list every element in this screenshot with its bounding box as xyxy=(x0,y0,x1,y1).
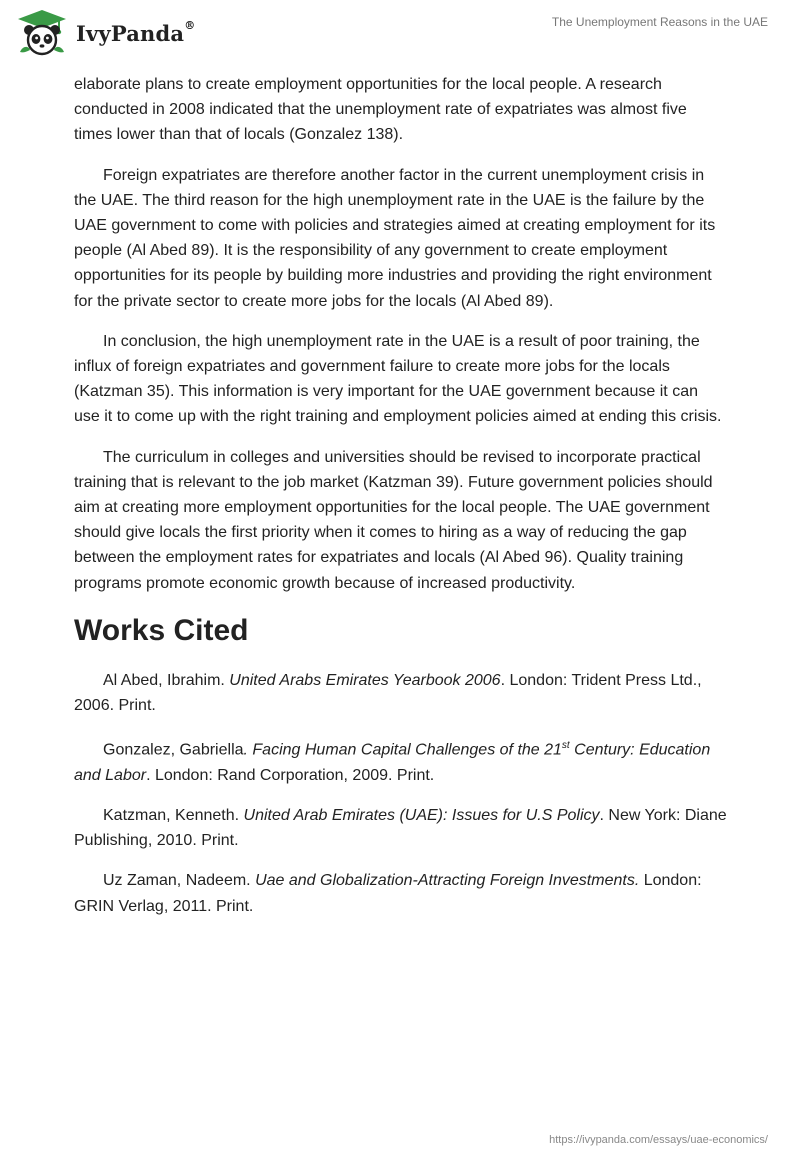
paragraph-4: The curriculum in colleges and universities should be revised to incorporate practical training that is relevant to the job market (Katzman 39). Future government policies should aim at creating more employment opportunities for the local people. The UAE government should give locals the first priority when it comes to hiring as a way of reducing the gap between the employment rates for expatriates and locals (Al Abed 96). Quality training programs promote economic growth because of increased productivity. xyxy=(74,448,713,592)
citation-title-part-1: . Facing Human Capital Challenges of the 21 xyxy=(243,741,562,759)
citation-author: Gonzalez, Gabriella xyxy=(103,741,244,759)
brand-text: IvyPanda xyxy=(76,20,185,46)
document-title: The Unemployment Reasons in the UAE xyxy=(551,15,768,29)
citation-author: Uz Zaman, Nadeem. xyxy=(103,872,256,890)
citation-katzman xyxy=(74,803,728,853)
works-cited-heading: Works Cited xyxy=(74,613,249,647)
citation-author: Katzman, Kenneth. xyxy=(103,807,244,824)
page-header xyxy=(0,0,800,64)
citation-title: United Arabs Emirates Yearbook 2006 xyxy=(229,671,501,689)
citation-title-superscript: st xyxy=(561,740,570,752)
paragraph-2: Foreign expatriates are therefore another factor in the current unemployment crisis in the UAE. The third reason for the high unemployment rate in the UAE is the failure by the UAE government to come with policies and strategies aimed at creating employment for its people (Al Abed 89). It is the responsibility of any government to create employment opportunities for its people by building more industries and providing the right environment for the private sector to create more jobs for the locals (Al Abed 89). xyxy=(74,166,716,310)
panda-graduate-logo-icon xyxy=(14,8,70,58)
source-url-link[interactable]: https://ivypanda.com/essays/uae-economics/ xyxy=(549,1134,768,1146)
citation-title-part-2: Century: Education and Labor xyxy=(74,741,711,784)
citation-uz-zaman xyxy=(74,868,728,918)
paragraph-1: elaborate plans to create employment opportunities for the local people. A research conducted in 2008 indicated that the unemployment rate of expatriates was almost five times lower than that of locals (Gonzalez 138). xyxy=(74,76,687,144)
ivypanda-logo[interactable] xyxy=(14,8,195,58)
citation-author: Al Abed, Ibrahim. xyxy=(103,671,230,689)
citation-al-abed xyxy=(74,668,728,718)
citation-title: Uae and Globalization-Attracting Foreign Investments. xyxy=(255,872,640,890)
citation-gonzalez xyxy=(74,733,728,788)
citation-publisher: . New York: Diane Publishing, 2010. Print. xyxy=(74,807,727,850)
citation-publisher: London: GRIN Verlag, 2011. Print. xyxy=(74,872,702,915)
citation-publisher: . London: Rand Corporation, 2009. Print. xyxy=(146,766,435,784)
paragraph-3: In conclusion, the high unemployment rate in the UAE is a result of poor training, the influx of foreign expatriates and government failure to create more jobs for the locals (Katzman 35). This information is very important for the UAE government because it can use it to come up with the right training and employment policies aimed at ending this crisis. xyxy=(74,332,722,426)
brand-name xyxy=(76,18,196,46)
registered-mark: ® xyxy=(184,18,196,32)
essay-content xyxy=(74,72,728,934)
citation-publisher: . London: Trident Press Ltd., 2006. Print. xyxy=(74,671,702,715)
citation-title: United Arab Emirates (UAE): Issues for U.S Policy xyxy=(243,807,600,824)
